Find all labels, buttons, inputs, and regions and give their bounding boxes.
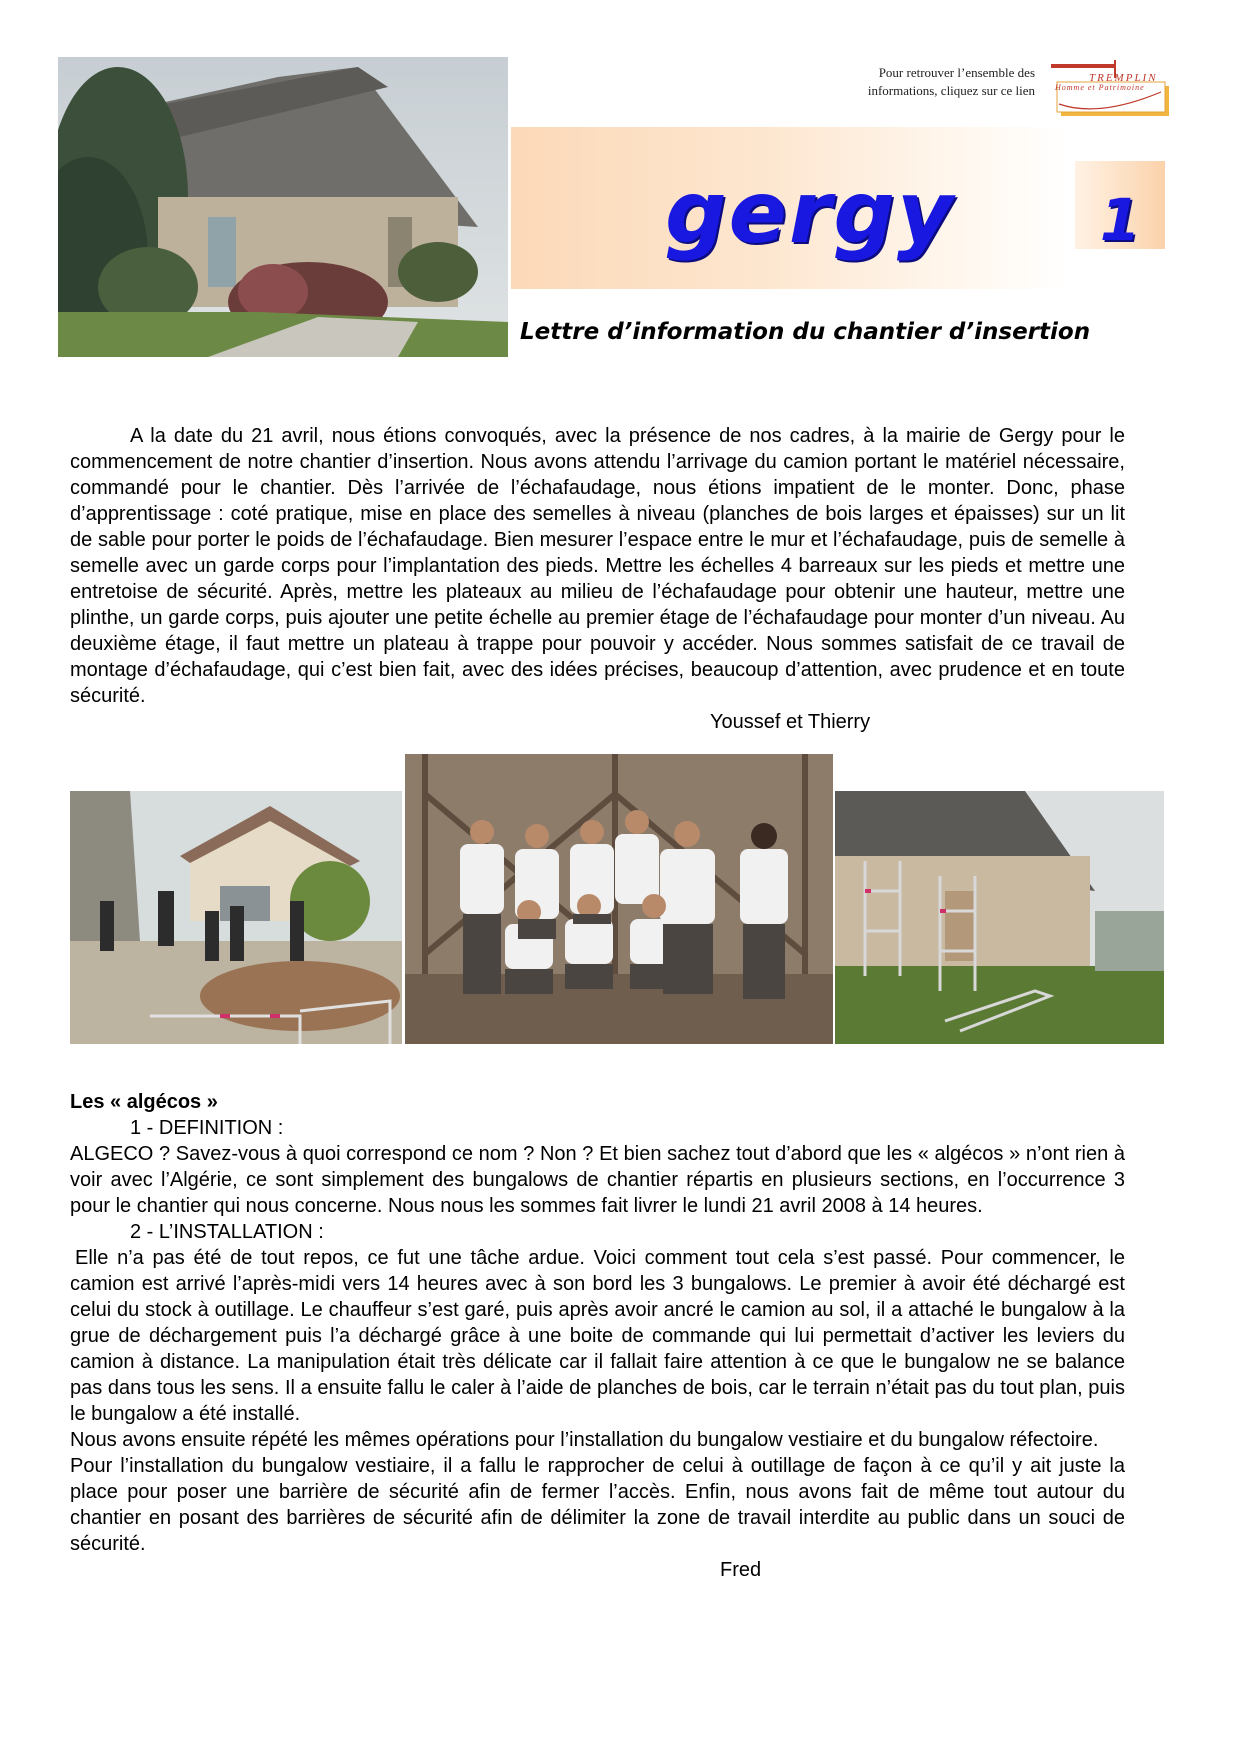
issue-number: 1	[1099, 186, 1141, 254]
newsletter-subtitle: Lettre d’information du chantier d’insertion	[520, 319, 1091, 345]
barn-photo	[58, 57, 508, 357]
article-algecos-signature: Fred	[720, 1559, 762, 1581]
logo-text-tagline: Homme et Patrimoine	[1055, 83, 1145, 92]
site-link-note[interactable]	[775, 64, 1035, 100]
article-algecos	[70, 1089, 1125, 1583]
article-scaffolding-text: A la date du 21 avril, nous étions convoqués, avec la présence de nos cadres, à la mairie de Gergy pour le commencement de notre chantier d’insertion. Nous avons attendu l’arrivage du camion portant le matériel nécessaire, commandé pour le chantier. Dès l’arrivée de l’échafaudage, nous étions impatient de le monter. Donc, phase d’apprentissage : coté pratique, mise en place des semelles à niveau (planches de bois larges et épaisses) sur un lit de sable pour porter le poids de l’échafaudage. Bien mesurer l’espace entre le mur et l’échafaudage, puis de semelle à semelle avec un garde corps pour l’implantation des pieds. Mettre les échelles 4 barreaux sur les pieds et mettre une entretoise de sécurité. Après, mettre les plateaux au milieu de l’échafaudage pour obtenir une hauteur, mettre une plinthe, un garde corps, puis ajouter une petite échelle au premier étage de l’échafaudage pour monter d’un niveau. Au deuxième étage, il faut mettre un plateau à trappe pour pouvoir y accéder. Nous sommes satisfait de ce travail de montage d’échafaudage, qui c’est bien fait, avec des idées précises, beaucoup d’attention, avec prudence et en toute sécurité.	[70, 425, 1125, 707]
photo-scaffolding	[835, 791, 1164, 1044]
article-algecos-heading: Les « algécos »	[70, 1091, 218, 1113]
link-line-2: informations, cliquez sur ce lien	[867, 83, 1035, 98]
article-scaffolding-signature: Youssef et Thierry	[710, 711, 871, 733]
article-algecos-paragraph-4: Pour l’installation du bungalow vestiaire, il a fallu le rapprocher de celui à outillage de façon à ce qu’il y ait juste la place pour poser une barrière de sécurité afin de fermer l’accès. Enfin, nous avons fait de même tout autour du chantier en posant des barrières de sécurité afin de délimiter la zone de travail interdite au public dans un souci de sécurité.	[70, 1455, 1125, 1555]
section-definition-title: 1 - DEFINITION :	[130, 1117, 284, 1139]
newsletter-title: gergy	[665, 163, 955, 263]
article-scaffolding	[70, 423, 1125, 735]
tremplin-logo[interactable]	[1049, 58, 1171, 118]
photo-worksite	[70, 791, 402, 1044]
logo-text-tremplin: TREMPLIN	[1089, 72, 1158, 84]
section-installation-title: 2 - L’INSTALLATION :	[130, 1221, 324, 1243]
article-algecos-paragraph-3: Nous avons ensuite répété les mêmes opérations pour l’installation du bungalow vestiaire et du bungalow réfectoire.	[70, 1429, 1099, 1451]
section-installation-text: Elle n’a pas été de tout repos, ce fut une tâche ardue. Voici comment tout cela s’est passé. Pour commencer, le camion est arrivé l’après-midi vers 14 heures avec à son bord les 3 bungalows. Le premier à avoir été déchargé est celui du stock à outillage. Le chauffeur s’est garé, puis après avoir ancré le camion au sol, il a attaché le bungalow à la grue de déchargement puis l’a déchargé grâce à une boite de commande qui lui permettait d’activer les leviers du camion à distance. La manipulation était très délicate car il fallait faire attention à ce que le bungalow ne se balance pas dans tous les sens. Il a ensuite fallu le caler à l’aide de planches de bois, car le terrain n’était pas du tout plan, puis le bungalow a été installé.	[70, 1247, 1125, 1425]
section-definition-text: ALGECO ? Savez-vous à quoi correspond ce nom ? Non ? Et bien sachez tout d’abord que les « algécos » n’ont rien à voir avec l’Algérie, ce sont simplement des bungalows de chantier répartis en plusieurs sections, en l’occurrence 3 pour le chantier qui nous concerne. Nous nous les sommes fait livrer le lundi 21 avril 2008 à 14 heures.	[70, 1143, 1125, 1217]
photo-team	[405, 754, 833, 1044]
link-line-1: Pour retrouver l’ensemble des	[878, 65, 1035, 80]
